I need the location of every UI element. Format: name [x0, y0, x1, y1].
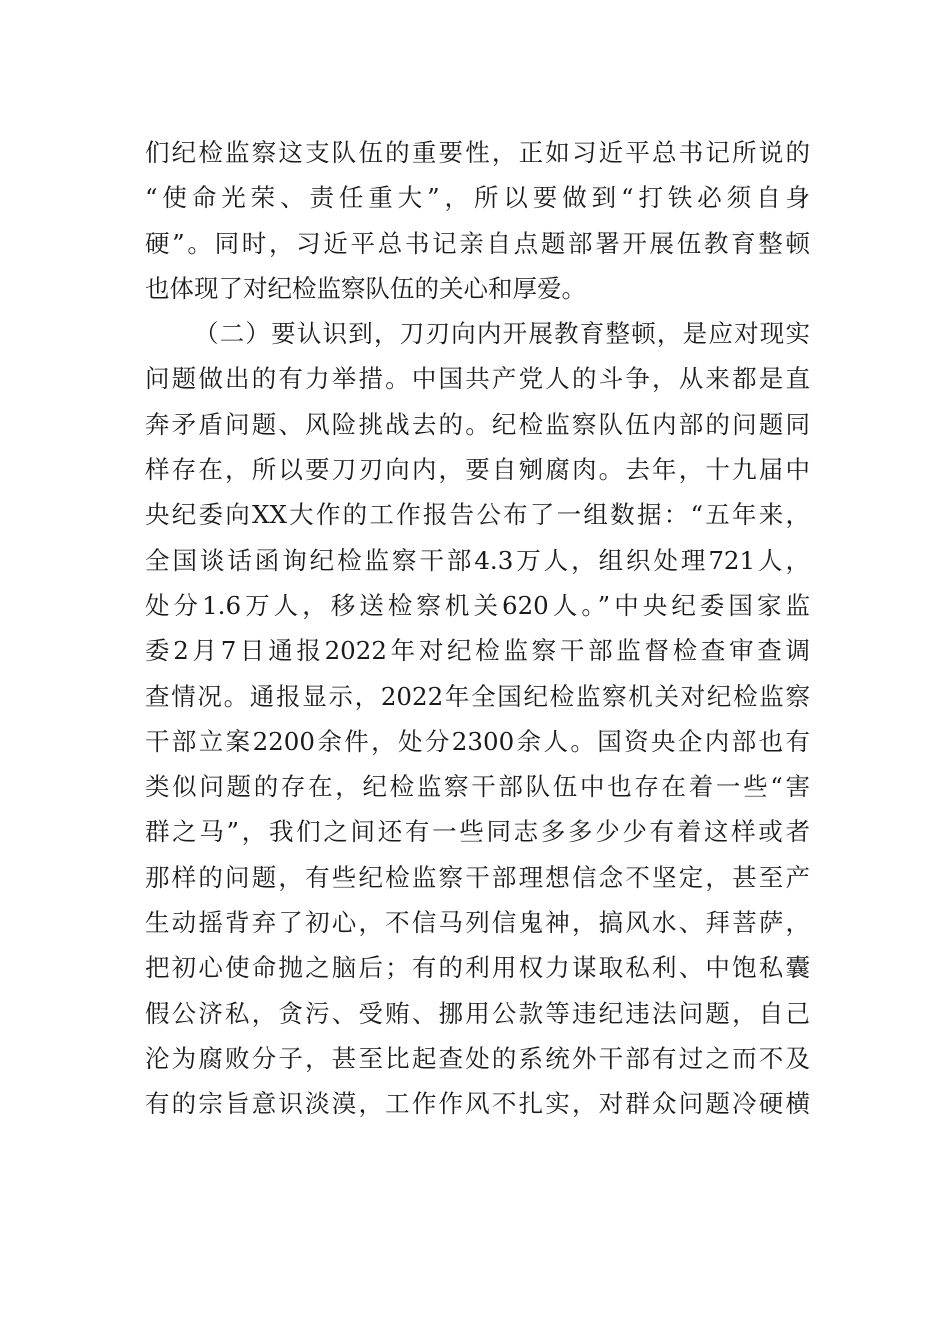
text-line: 也体现了对纪检监察队伍的关心和厚爱。: [145, 273, 586, 303]
text-line: 假公济私，贪污、受贿、挪用公款等违纪违法问题，自己: [145, 998, 810, 1028]
text-line: “使命光荣、责任重大”，所以要做到“打铁必须自身: [145, 183, 810, 213]
text-line: 那样的问题，有些纪检监察干部理想信念不坚定，甚至产: [145, 862, 810, 892]
text-line: 把初心使命抛之脑后；有的利用权力谋取私利、中饱私囊: [145, 953, 810, 983]
text-line: 生动摇背弃了初心，不信马列信鬼神，搞风水、拜菩萨，: [145, 908, 810, 938]
text-line: 群之马”，我们之间还有一些同志多多少少有着这样或者: [145, 817, 810, 847]
text-line: 全国谈话函询纪检监察干部4.3万人，组织处理721人，: [145, 545, 810, 575]
text-line: 央纪委向XX大作的工作报告公布了一组数据：“五年来，: [145, 500, 810, 530]
text-line: 奔矛盾问题、风险挑战去的。纪检监察队伍内部的问题同: [145, 409, 810, 439]
text-line: 问题做出的有力举措。中国共产党人的斗争，从来都是直: [145, 364, 810, 394]
text-line: 干部立案2200余件，处分2300余人。国资央企内部也有: [145, 726, 810, 756]
text-line: 委2月7日通报2022年对纪检监察干部监督检查审查调: [145, 636, 810, 666]
text-line: 沦为腐败分子，甚至比起查处的系统外干部有过之而不及: [145, 1043, 810, 1073]
text-line: 硬”。同时，习近平总书记亲自点题部署开展伍教育整顿: [145, 228, 810, 258]
text-line: 有的宗旨意识淡漠，工作作风不扎实，对群众问题冷硬横: [145, 1089, 810, 1119]
text-line: 们纪检监察这支队伍的重要性，正如习近平总书记所说的: [145, 138, 810, 167]
document-body: [145, 130, 810, 1127]
text-line: 类似问题的存在，纪检监察干部队伍中也存在着一些“害: [145, 772, 810, 802]
section-heading-line: （二）要认识到，刀刃向内开展教育整顿，是应对现实: [194, 319, 810, 349]
text-line: 样存在，所以要刀刃向内，要自剜腐肉。去年，十九届中: [145, 455, 810, 485]
text-line: 处分1.6万人，移送检察机关620人。”中央纪委国家监: [145, 590, 810, 620]
text-line: 查情况。通报显示，2022年全国纪检监察机关对纪检监察: [145, 681, 810, 711]
